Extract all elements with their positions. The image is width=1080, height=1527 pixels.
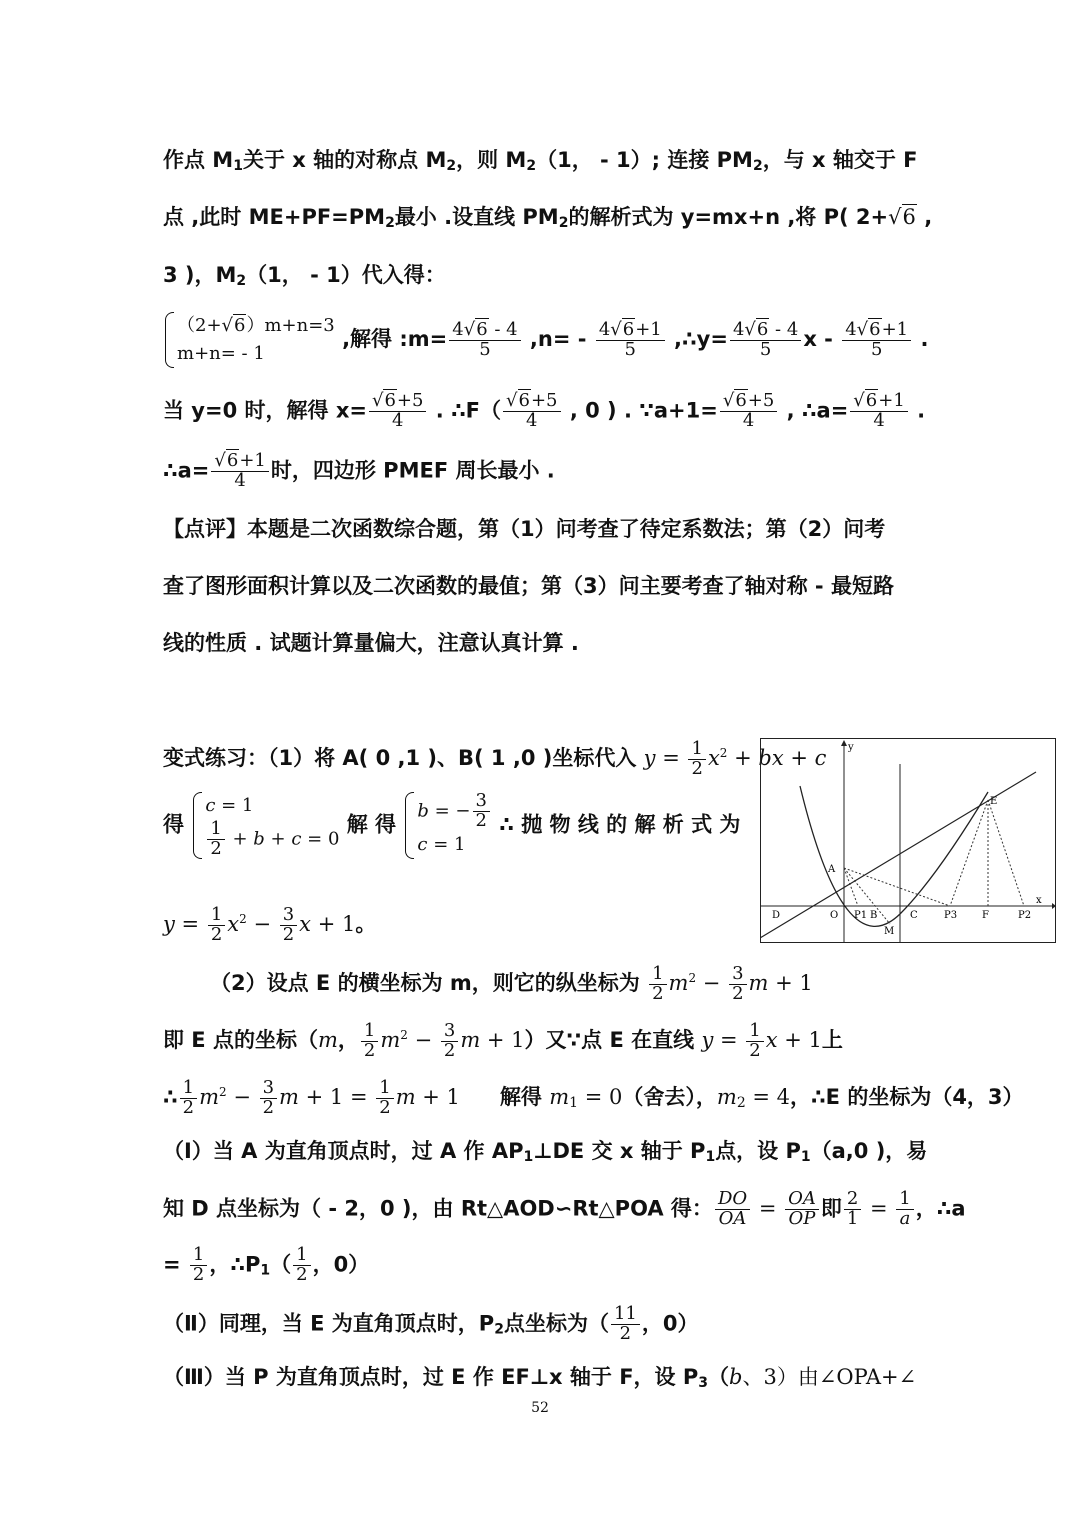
comment-line: 【点评】本题是二次函数综合题，第（1）问考查了待定系数法；第（2）问考 — [163, 517, 886, 541]
equation-line: y = $\frac{1}{2}$ $x^2$ − $\frac{3}{2}$ x + 1。 — [163, 903, 377, 945]
text-line: （Ⅲ）当 P 为直角顶点时，过 E 作 EF⊥x 轴于 F，设 $P_3(b$、3）由∠OPA+∠ — [163, 1365, 917, 1391]
y-axis-arrow — [841, 740, 847, 746]
text-line: 当 y=0 时，解得 x= $\frac{√6+5}{4}$ . ∴F（ $\frac{√6+5}{4}$ , 0 ) . ∵a+1= $\frac{√6+5}{4}$ , ∴a= $\frac{√6+1}{4}$ . — [163, 390, 926, 431]
text-line: （Ⅱ）同理，当 E 为直角顶点时，$P_2$点坐标为（ $\frac{11}{2}$ ，0） — [163, 1303, 699, 1344]
text-line: = $\frac{1}{2}$ ，$\therefore P_1$（ $\frac{1}{2}$ ，0） — [163, 1244, 370, 1285]
label-f: F — [982, 910, 989, 921]
label-e: E — [990, 796, 998, 807]
label-x: x — [1036, 895, 1042, 906]
text-line: 即 E 点的坐标（m， $\frac{1}{2}$ $m^2$ − $\frac{3}{2}$ m + 1）又∵点 E 在直线 y = $\frac{1}{2}$ x + 1上 — [163, 1019, 843, 1061]
label-m: M — [884, 926, 895, 937]
text-line: ∴ $\frac{1}{2}$ $m^2$ − $\frac{3}{2}$ m + 1 = $\frac{1}{2}$ m + 1 解得 $m_1 = 0$（舍去），$m_2 = 4$，∴E 的坐标为（4，3） — [163, 1076, 1024, 1118]
equation-line: 得 c = 1 $\frac{1}{2}$ + b + c = 0 解 得 b = − $\frac{3}{2}$ c = 1 ∴ 抛 物 线 的 解 析 式 为 — [163, 790, 741, 859]
text-line: 点 ,此时 $ME+PF=PM_2$最小 .设直线 $PM_2$的解析式为 y=mx+n ,将 P( 2+√6 , — [163, 205, 933, 231]
comment-line: 查了图形面积计算以及二次函数的最值；第（3）问主要考查了轴对称 - 最短路 — [163, 574, 894, 598]
label-o: O — [830, 910, 839, 921]
equation-system: （2+√6）m+n=3 m+n= - 1 — [163, 312, 335, 368]
label-c: C — [910, 910, 918, 921]
equation-system: c = 1 $\frac{1}{2}$ + b + c = 0 — [191, 792, 339, 859]
text-line: 3 )，$M_2(1$， - 1）代入得： — [163, 263, 446, 289]
fraction: $\frac{4√6+1}{5}$ — [596, 321, 665, 360]
fraction: $\frac{4√6 - 4}{5}$ — [449, 321, 520, 360]
label-p3: P3 — [944, 910, 958, 921]
text-line: （Ⅰ）当 A 为直角顶点时，过 A 作 $AP_1\perp DE$ 交 x 轴于 $P_1$点，设 $P_1(a,0$ )，易 — [163, 1139, 928, 1165]
figure-border — [761, 739, 1056, 943]
fraction: $\frac{4√6 - 4}{5}$ — [730, 321, 801, 360]
label-a: A — [828, 864, 836, 875]
parabola — [800, 786, 988, 926]
text-line: 作点 $M_1$关于 x 轴的对称点 $M_2$，则 $M_2(1$， - 1）; 连接 $PM_2$，与 x 轴交于 F — [163, 148, 918, 174]
line-ep3 — [950, 800, 988, 906]
text-line: 变式练习：（1）将 A( 0 ,1 )、B( 1 ,0 )坐标代入 y = $\frac{1}{2}$ $x^2$ + bx + c — [163, 737, 827, 779]
label-p1: P1 — [854, 910, 868, 921]
line-ap1 — [844, 868, 858, 906]
label-y: y — [848, 742, 854, 753]
comment-line: 线的性质 . 试题计算量偏大，注意认真计算 . — [163, 631, 579, 655]
fraction: $\frac{4√6+1}{5}$ — [842, 321, 911, 360]
label-b: B — [870, 910, 878, 921]
line-ep2 — [988, 800, 1024, 906]
label-p2: P2 — [1018, 910, 1032, 921]
equation-system: b = − $\frac{3}{2}$ c = 1 — [403, 792, 492, 859]
label-d: D — [772, 910, 781, 921]
text-line: 知 D 点坐标为（ - 2，0 )，由 Rt△AOD∽Rt△POA 得： $\frac{DO}{OA}$ = $\frac{OA}{OP}$ 即 $\frac{2}{1}$ = $\frac{1}{a}$ ，∴a — [163, 1188, 966, 1229]
page-number: 52 — [531, 1400, 549, 1416]
parabola-figure — [760, 738, 1056, 943]
equation-line: （2+√6）m+n=3 m+n= - 1 ,解得 :m= $\frac{4√6 - 4}{5}$ ,n= - $\frac{4√6+1}{5}$ ,∴y= $\frac{4√6 - 4}{5}$ x - $\frac{4√6+1}{5}$ . — [163, 312, 928, 368]
text-line: ∴a= $\frac{√6+1}{4}$ 时，四边形 PMEF 周长最小 . — [163, 450, 555, 491]
text-line: （2）设点 E 的横坐标为 m，则它的纵坐标为 $\frac{1}{2}$ $m^2$ − $\frac{3}{2}$ m + 1 — [210, 962, 813, 1004]
sqrt: √6 — [888, 205, 916, 229]
